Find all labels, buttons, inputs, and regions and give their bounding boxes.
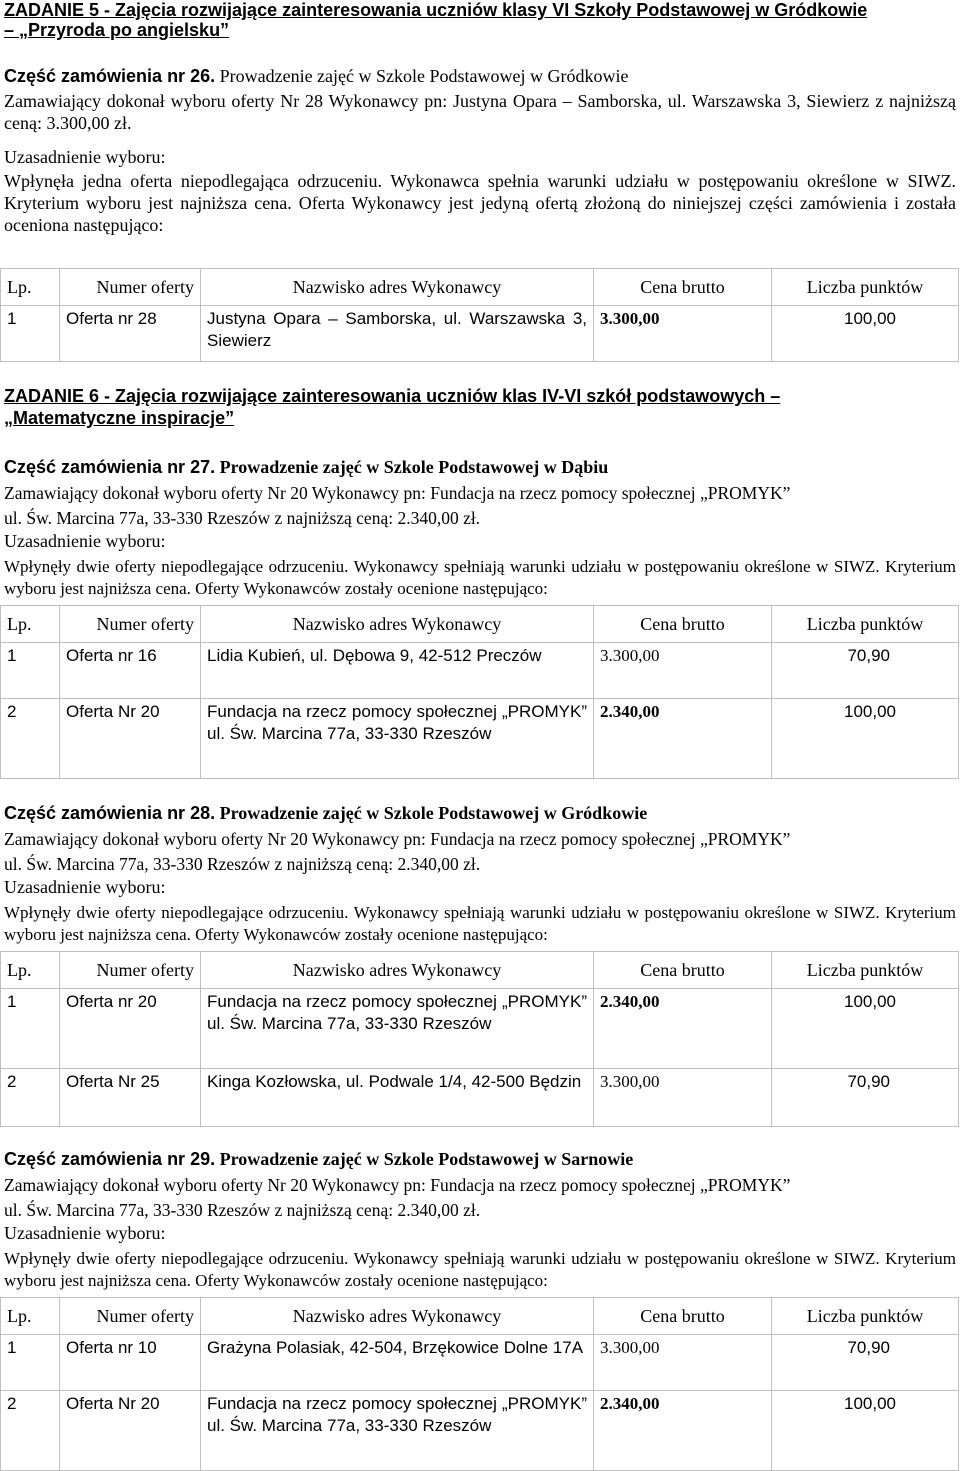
part28-justification-text: Wpłynęły dwie oferty niepodlegające odrzuceniu. Wykonawcy spełniają warunki udziału w postępowaniu określone w SIWZ. Kryterium wyboru jest najniższa cena. Oferty Wykonawców zostały ocenione następująco: bbox=[4, 903, 956, 944]
part26-justification-label: Uzasadnienie wyboru: bbox=[4, 147, 166, 167]
row-lp: 1 bbox=[1, 306, 60, 362]
part29-label: Część zamówienia nr 29. bbox=[4, 1149, 216, 1169]
part27-title: Prowadzenie zajęć w Szkole Podstawowej w Dąbiu bbox=[215, 457, 609, 477]
row-name: Fundacja na rzecz pomocy społecznej „PROMYK” ul. Św. Marcina 77a, 33-330 Rzeszów bbox=[201, 989, 594, 1069]
part26-title: Prowadzenie zajęć w Szkole Podstawowej w Gródkowie bbox=[215, 66, 629, 86]
col-name: Nazwisko adres Wykonawcy bbox=[201, 606, 594, 643]
row-points: 70,90 bbox=[772, 643, 959, 699]
part26-justification-text: Wpłynęła jedna oferta niepodlegająca odrzuceniu. Wykonawca spełnia warunki udziału w postępowaniu określone w SIWZ. Kryterium wyboru jest najniższa cena. Oferta Wykonawcy jest jedyną ofertą złożoną do niniejszej części zamówienia i została oceniona następująco: bbox=[4, 171, 956, 235]
part29-table bbox=[0, 1297, 959, 1471]
col-lp: Lp. bbox=[1, 606, 60, 643]
col-lp: Lp. bbox=[1, 952, 60, 989]
part28-table bbox=[0, 951, 959, 1127]
col-offer: Numer oferty bbox=[60, 952, 201, 989]
row-offer: Oferta nr 28 bbox=[60, 306, 201, 362]
part28-selection-line2: ul. Św. Marcina 77a, 33-330 Rzeszów z najniższą ceną: 2.340,00 zł. bbox=[4, 854, 481, 874]
row-points: 100,00 bbox=[772, 699, 959, 779]
table-row bbox=[1, 989, 959, 1069]
row-price: 3.300,00 bbox=[594, 1335, 772, 1391]
part28-title: Prowadzenie zajęć w Szkole Podstawowej w Gródkowie bbox=[215, 803, 648, 823]
part26-selection-text: Zamawiający dokonał wyboru oferty Nr 28 Wykonawcy pn: Justyna Opara – Samborska, ul. Warszawska 3, Siewierz z najniższą ceną: 3.300,00 zł. bbox=[4, 91, 956, 133]
col-name: Nazwisko adres Wykonawcy bbox=[201, 269, 594, 306]
col-name: Nazwisko adres Wykonawcy bbox=[201, 952, 594, 989]
part29-title: Prowadzenie zajęć w Szkole Podstawowej w Sarnowie bbox=[215, 1149, 634, 1169]
row-lp: 1 bbox=[1, 643, 60, 699]
part28-label: Część zamówienia nr 28. bbox=[4, 803, 216, 823]
task5-title-line2: – „Przyroda po angielsku” bbox=[4, 20, 230, 40]
row-name: Justyna Opara – Samborska, ul. Warszawska 3, Siewierz bbox=[201, 306, 594, 362]
table-row bbox=[1, 699, 959, 779]
row-offer: Oferta Nr 25 bbox=[60, 1069, 201, 1127]
table-row bbox=[1, 643, 959, 699]
row-offer: Oferta nr 20 bbox=[60, 989, 201, 1069]
row-offer: Oferta Nr 20 bbox=[60, 1391, 201, 1471]
part28-selection-line1: Zamawiający dokonał wyboru oferty Nr 20 Wykonawcy pn: Fundacja na rzecz pomocy społecznej „PROMYK” bbox=[4, 829, 791, 849]
row-lp: 2 bbox=[1, 699, 60, 779]
col-offer: Numer oferty bbox=[60, 606, 201, 643]
table-row bbox=[1, 1069, 959, 1127]
row-lp: 1 bbox=[1, 1335, 60, 1391]
row-offer: Oferta Nr 20 bbox=[60, 699, 201, 779]
row-name: Fundacja na rzecz pomocy społecznej „PROMYK” ul. Św. Marcina 77a, 33-330 Rzeszów bbox=[201, 1391, 594, 1471]
row-price: 2.340,00 bbox=[594, 1391, 772, 1471]
col-price: Cena brutto bbox=[594, 1298, 772, 1335]
col-price: Cena brutto bbox=[594, 269, 772, 306]
col-price: Cena brutto bbox=[594, 606, 772, 643]
part28-heading bbox=[4, 803, 647, 824]
table-header bbox=[1, 606, 959, 643]
part27-justification-text: Wpłynęły dwie oferty niepodlegające odrzuceniu. Wykonawcy spełniają warunki udziału w postępowaniu określone w SIWZ. Kryterium wyboru jest najniższa cena. Oferty Wykonawców zostały ocenione następująco: bbox=[4, 557, 956, 598]
part27-justification-label: Uzasadnienie wyboru: bbox=[4, 531, 166, 551]
row-points: 70,90 bbox=[772, 1069, 959, 1127]
col-points: Liczba punktów bbox=[772, 606, 959, 643]
part27-selection-line2: ul. Św. Marcina 77a, 33-330 Rzeszów z najniższą ceną: 2.340,00 zł. bbox=[4, 508, 481, 528]
part27-selection-line1: Zamawiający dokonał wyboru oferty Nr 20 Wykonawcy pn: Fundacja na rzecz pomocy społecznej „PROMYK” bbox=[4, 483, 791, 503]
table-row bbox=[1, 1391, 959, 1471]
col-points: Liczba punktów bbox=[772, 269, 959, 306]
col-points: Liczba punktów bbox=[772, 1298, 959, 1335]
task6-title-line1: ZADANIE 6 - Zajęcia rozwijające zainteresowania uczniów klas IV-VI szkół podstawowych – bbox=[4, 386, 781, 406]
col-offer: Numer oferty bbox=[60, 269, 201, 306]
row-points: 100,00 bbox=[772, 1391, 959, 1471]
task5-title-line1: ZADANIE 5 - Zajęcia rozwijające zainteresowania uczniów klasy VI Szkoły Podstawowej w Gródkowie bbox=[4, 0, 868, 20]
part29-justification-label: Uzasadnienie wyboru: bbox=[4, 1223, 166, 1243]
row-offer: Oferta nr 10 bbox=[60, 1335, 201, 1391]
part29-justification-text: Wpłynęły dwie oferty niepodlegające odrzuceniu. Wykonawcy spełniają warunki udziału w postępowaniu określone w SIWZ. Kryterium wyboru jest najniższa cena. Oferty Wykonawców zostały ocenione następująco: bbox=[4, 1249, 956, 1290]
col-lp: Lp. bbox=[1, 269, 60, 306]
part29-selection-line2: ul. Św. Marcina 77a, 33-330 Rzeszów z najniższą ceną: 2.340,00 zł. bbox=[4, 1200, 481, 1220]
part26-label: Część zamówienia nr 26. bbox=[4, 66, 216, 86]
table-header bbox=[1, 1298, 959, 1335]
row-name: Grażyna Polasiak, 42-504, Brzękowice Dolne 17A bbox=[201, 1335, 594, 1391]
row-lp: 2 bbox=[1, 1391, 60, 1471]
row-price: 3.300,00 bbox=[594, 306, 772, 362]
row-price: 3.300,00 bbox=[594, 643, 772, 699]
row-name: Lidia Kubień, ul. Dębowa 9, 42-512 Preczów bbox=[201, 643, 594, 699]
row-offer: Oferta nr 16 bbox=[60, 643, 201, 699]
row-lp: 2 bbox=[1, 1069, 60, 1127]
table-row bbox=[1, 1335, 959, 1391]
part27-label: Część zamówienia nr 27. bbox=[4, 457, 216, 477]
task6-title-line2: „Matematyczne inspiracje” bbox=[4, 408, 235, 428]
table-header bbox=[1, 269, 959, 306]
row-price: 2.340,00 bbox=[594, 699, 772, 779]
row-points: 100,00 bbox=[772, 989, 959, 1069]
part27-heading bbox=[4, 457, 608, 478]
part29-selection-line1: Zamawiający dokonał wyboru oferty Nr 20 Wykonawcy pn: Fundacja na rzecz pomocy społecznej „PROMYK” bbox=[4, 1175, 791, 1195]
row-lp: 1 bbox=[1, 989, 60, 1069]
part29-heading bbox=[4, 1149, 633, 1170]
col-lp: Lp. bbox=[1, 1298, 60, 1335]
col-price: Cena brutto bbox=[594, 952, 772, 989]
part26-heading bbox=[4, 66, 628, 87]
row-name: Kinga Kozłowska, ul. Podwale 1/4, 42-500 Będzin bbox=[201, 1069, 594, 1127]
part28-justification-label: Uzasadnienie wyboru: bbox=[4, 877, 166, 897]
row-price: 2.340,00 bbox=[594, 989, 772, 1069]
col-offer: Numer oferty bbox=[60, 1298, 201, 1335]
part26-table bbox=[0, 268, 959, 362]
row-name: Fundacja na rzecz pomocy społecznej „PROMYK” ul. Św. Marcina 77a, 33-330 Rzeszów bbox=[201, 699, 594, 779]
table-row bbox=[1, 306, 959, 362]
row-points: 70,90 bbox=[772, 1335, 959, 1391]
row-points: 100,00 bbox=[772, 306, 959, 362]
row-price: 3.300,00 bbox=[594, 1069, 772, 1127]
table-header bbox=[1, 952, 959, 989]
col-points: Liczba punktów bbox=[772, 952, 959, 989]
part27-table bbox=[0, 605, 959, 779]
col-name: Nazwisko adres Wykonawcy bbox=[201, 1298, 594, 1335]
